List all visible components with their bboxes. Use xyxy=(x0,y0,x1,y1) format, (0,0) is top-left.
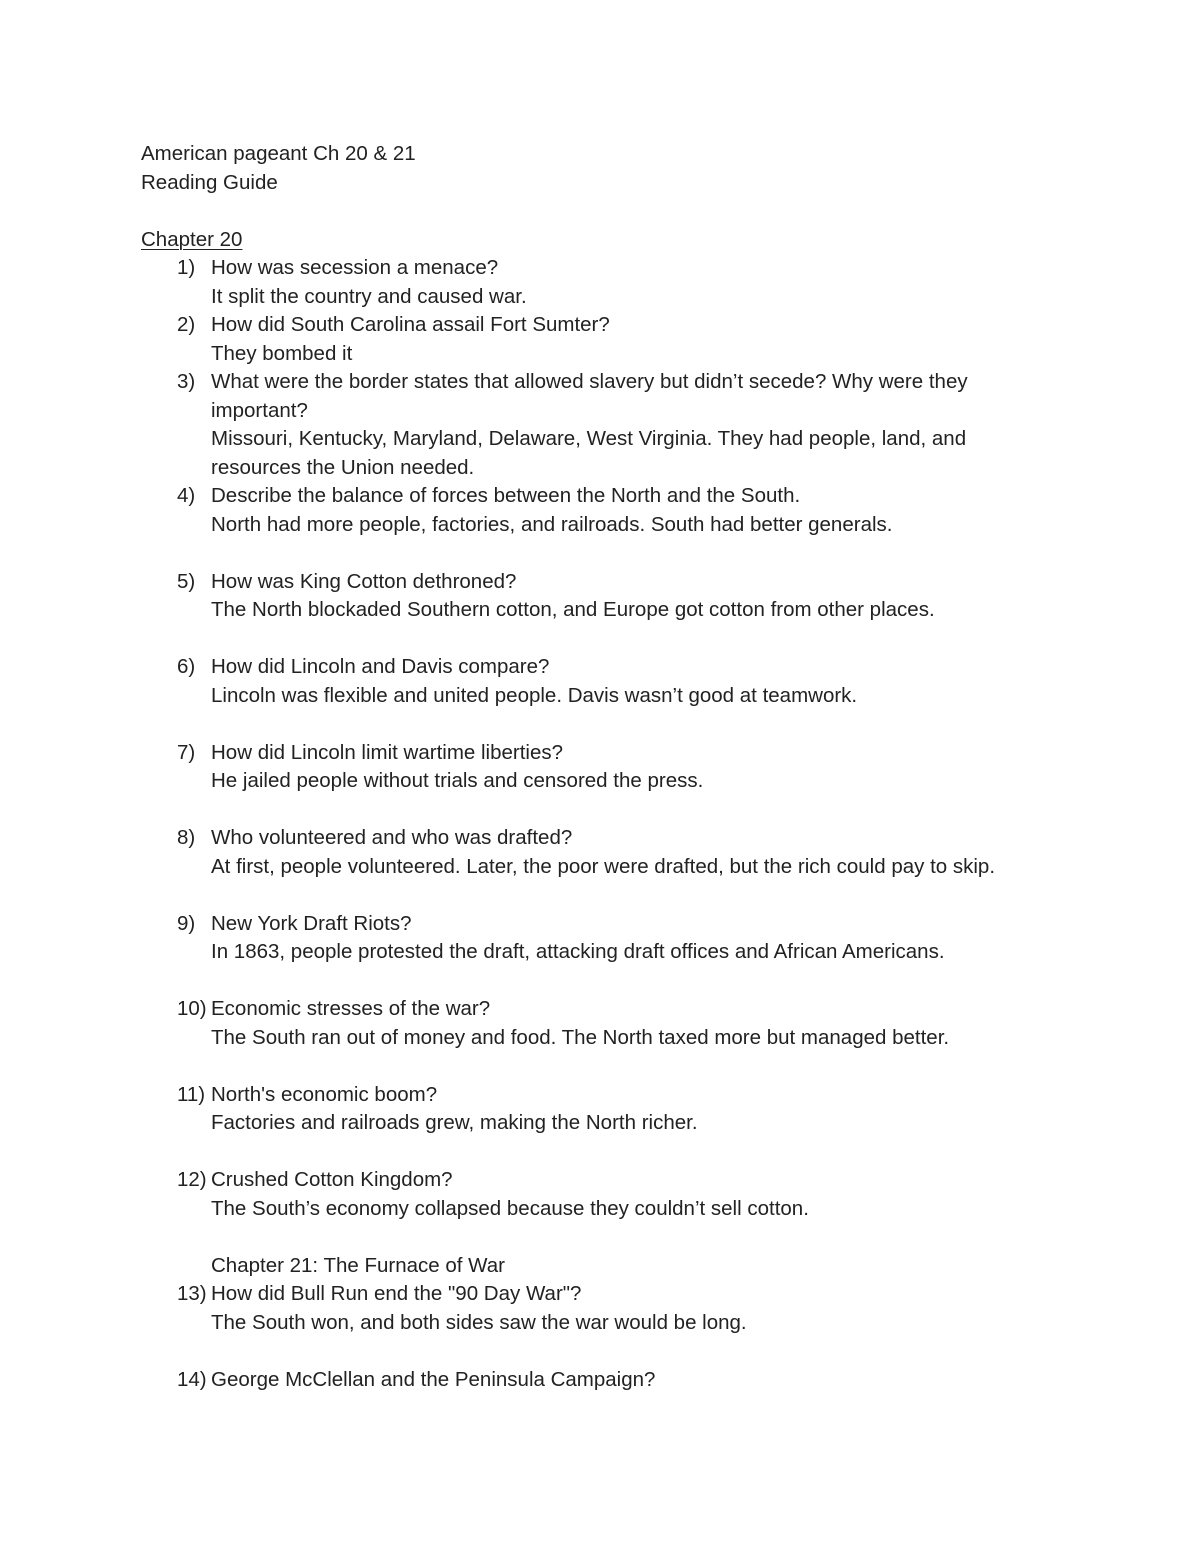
answer-text: Missouri, Kentucky, Maryland, Delaware, West Virginia. They had people, land, and resources the Union needed. xyxy=(211,427,967,479)
answer-text: It split the country and caused war. xyxy=(211,284,527,308)
item-number: 1) xyxy=(177,256,196,279)
answer-text: Lincoln was flexible and united people. Davis wasn’t good at teamwork. xyxy=(211,683,858,707)
spacer xyxy=(141,197,1061,226)
question-text: Crushed Cotton Kingdom? xyxy=(211,1168,453,1191)
list-item-3 xyxy=(141,368,1061,482)
list-item-14 xyxy=(141,1366,1061,1395)
list-item-8 xyxy=(141,824,1061,881)
answer-text: Factories and railroads grew, making the North richer. xyxy=(211,1111,698,1134)
question-text: Economic stresses of the war? xyxy=(211,997,491,1020)
item-number: 4) xyxy=(177,484,196,507)
chapter-20-heading: Chapter 20 xyxy=(141,227,243,251)
chapter-21-heading: Chapter 21: The Furnace of War xyxy=(211,1253,505,1277)
document-page xyxy=(141,140,1061,1394)
item-number: 6) xyxy=(177,655,196,678)
item-number: 11) xyxy=(177,1082,206,1106)
list-item-1 xyxy=(141,254,1061,311)
question-text: How did Lincoln limit wartime liberties? xyxy=(211,740,564,764)
item-number: 7) xyxy=(177,740,196,764)
list-item-5 xyxy=(141,568,1061,625)
list-item-13 xyxy=(141,1280,1061,1337)
item-number: 12) xyxy=(177,1168,207,1191)
question-text: What were the border states that allowed slavery but didn’t secede? Why were they important? xyxy=(211,370,968,422)
question-text: How was King Cotton dethroned? xyxy=(211,569,517,593)
answer-text: The North blockaded Southern cotton, and Europe got cotton from other places. xyxy=(211,598,935,621)
list-item-4 xyxy=(141,482,1061,539)
chapter-21-heading-row xyxy=(141,1252,1061,1281)
question-text: Who volunteered and who was drafted? xyxy=(211,826,573,849)
list-item-6 xyxy=(141,653,1061,710)
item-number: 2) xyxy=(177,313,196,336)
answer-text: At first, people volunteered. Later, the poor were drafted, but the rich could pay to skip. xyxy=(211,854,996,878)
list-item-12 xyxy=(141,1166,1061,1223)
answer-text: North had more people, factories, and railroads. South had better generals. xyxy=(211,512,893,536)
list-item-7 xyxy=(141,739,1061,796)
question-text: George McClellan and the Peninsula Campaign? xyxy=(211,1367,656,1391)
list-item-10 xyxy=(141,995,1061,1052)
question-text: How was secession a menace? xyxy=(211,256,499,279)
answer-text: In 1863, people protested the draft, attacking draft offices and African Americans. xyxy=(211,940,945,963)
item-number: 13) xyxy=(177,1282,207,1305)
list-item-11 xyxy=(141,1081,1061,1138)
question-text: How did Lincoln and Davis compare? xyxy=(211,655,550,678)
document-title: American pageant Ch 20 & 21 xyxy=(141,142,416,165)
item-number: 3) xyxy=(177,370,196,393)
item-number: 8) xyxy=(177,826,196,849)
question-text: North's economic boom? xyxy=(211,1082,438,1106)
question-text: New York Draft Riots? xyxy=(211,911,412,935)
answer-text: They bombed it xyxy=(211,341,353,365)
answer-text: The South ran out of money and food. The North taxed more but managed better. xyxy=(211,1025,950,1049)
answer-text: The South’s economy collapsed because they couldn’t sell cotton. xyxy=(211,1196,809,1220)
question-text: How did Bull Run end the "90 Day War"? xyxy=(211,1282,582,1305)
item-number: 10) xyxy=(177,997,207,1020)
answer-text: The South won, and both sides saw the war would be long. xyxy=(211,1310,747,1334)
answer-text: He jailed people without trials and censored the press. xyxy=(211,769,704,792)
list-item-2 xyxy=(141,311,1061,368)
item-number: 5) xyxy=(177,569,196,593)
question-list xyxy=(141,254,1061,1394)
list-item-9 xyxy=(141,910,1061,967)
item-number: 14) xyxy=(177,1367,207,1391)
question-text: Describe the balance of forces between the North and the South. xyxy=(211,484,801,507)
item-number: 9) xyxy=(177,911,196,935)
question-text: How did South Carolina assail Fort Sumter? xyxy=(211,313,610,336)
document-subtitle: Reading Guide xyxy=(141,170,278,194)
